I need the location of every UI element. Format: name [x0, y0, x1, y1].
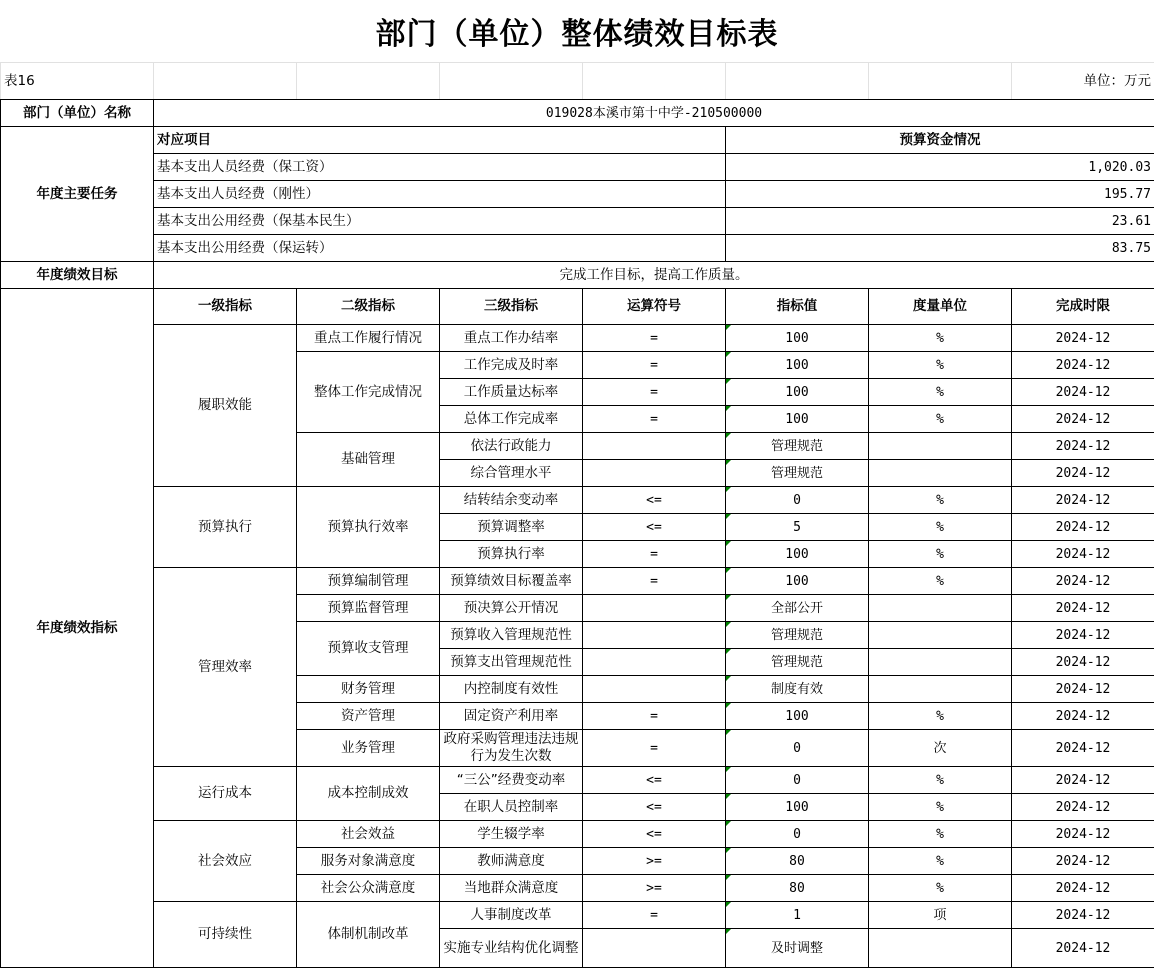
task-item: 基本支出人员经费（保工资） [154, 154, 726, 181]
operator [583, 622, 726, 649]
deadline: 2024-12 [1012, 325, 1154, 352]
measure-unit: % [869, 767, 1012, 794]
table-row [1, 821, 1154, 848]
deadline: 2024-12 [1012, 929, 1154, 968]
tasks-header-item: 对应项目 [154, 127, 726, 154]
header-level3: 三级指标 [440, 289, 583, 325]
measure-unit: % [869, 794, 1012, 821]
operator: = [583, 541, 726, 568]
deadline: 2024-12 [1012, 568, 1154, 595]
indicator-value: 管理规范 [726, 433, 869, 460]
page-title: 部门（单位）整体绩效目标表 [375, 17, 779, 52]
operator: <= [583, 514, 726, 541]
level2-indicator: 预算执行效率 [297, 487, 440, 568]
level3-indicator: 总体工作完成率 [440, 406, 583, 433]
indicator-value: 5 [726, 514, 869, 541]
measure-unit [869, 676, 1012, 703]
level3-indicator: 内控制度有效性 [440, 676, 583, 703]
measure-unit [869, 929, 1012, 968]
header-level2: 二级指标 [297, 289, 440, 325]
level3-indicator: 预决算公开情况 [440, 595, 583, 622]
level2-indicator: 重点工作履行情况 [297, 325, 440, 352]
operator: = [583, 703, 726, 730]
level2-indicator: 预算收支管理 [297, 622, 440, 676]
deadline: 2024-12 [1012, 848, 1154, 875]
level1-indicator: 履职效能 [154, 325, 297, 487]
operator: = [583, 730, 726, 767]
operator: = [583, 568, 726, 595]
deadline: 2024-12 [1012, 406, 1154, 433]
indicator-value: 100 [726, 794, 869, 821]
indicator-value: 管理规范 [726, 460, 869, 487]
measure-unit [869, 433, 1012, 460]
level3-indicator: 预算支出管理规范性 [440, 649, 583, 676]
measure-unit: % [869, 352, 1012, 379]
indicator-value: 100 [726, 325, 869, 352]
operator: <= [583, 821, 726, 848]
table-row [1, 325, 1154, 352]
measure-unit: 项 [869, 902, 1012, 929]
measure-unit: % [869, 703, 1012, 730]
measure-unit [869, 460, 1012, 487]
indicator-value: 100 [726, 406, 869, 433]
level3-indicator: 结转结余变动率 [440, 487, 583, 514]
deadline: 2024-12 [1012, 487, 1154, 514]
operator: = [583, 325, 726, 352]
indicator-value: 100 [726, 541, 869, 568]
level3-indicator: 学生辍学率 [440, 821, 583, 848]
measure-unit: % [869, 514, 1012, 541]
measure-unit [869, 622, 1012, 649]
deadline: 2024-12 [1012, 875, 1154, 902]
indicators-label: 年度绩效指标 [1, 289, 154, 968]
indicator-value: 制度有效 [726, 676, 869, 703]
level2-indicator: 社会公众满意度 [297, 875, 440, 902]
measure-unit: 次 [869, 730, 1012, 767]
tasks-label: 年度主要任务 [1, 127, 154, 262]
level3-indicator: 人事制度改革 [440, 902, 583, 929]
indicator-value: 80 [726, 848, 869, 875]
level3-indicator: 工作质量达标率 [440, 379, 583, 406]
performance-table [0, 62, 1154, 968]
task-item: 基本支出公用经费（保运转） [154, 235, 726, 262]
operator: >= [583, 848, 726, 875]
header-deadline: 完成时限 [1012, 289, 1154, 325]
indicator-value: 80 [726, 875, 869, 902]
deadline: 2024-12 [1012, 703, 1154, 730]
table-row [1, 767, 1154, 794]
measure-unit: % [869, 325, 1012, 352]
indicator-value: 100 [726, 352, 869, 379]
measure-unit: % [869, 379, 1012, 406]
measure-unit: % [869, 541, 1012, 568]
task-amount: 195.77 [726, 181, 1154, 208]
goal-text: 完成工作目标，提高工作质量。 [154, 262, 1154, 289]
level2-indicator: 服务对象满意度 [297, 848, 440, 875]
header-value: 指标值 [726, 289, 869, 325]
level1-indicator: 可持续性 [154, 902, 297, 968]
operator [583, 929, 726, 968]
indicator-value: 1 [726, 902, 869, 929]
deadline: 2024-12 [1012, 460, 1154, 487]
task-item: 基本支出公用经费（保基本民生） [154, 208, 726, 235]
deadline: 2024-12 [1012, 676, 1154, 703]
level2-indicator: 业务管理 [297, 730, 440, 767]
measure-unit: % [869, 821, 1012, 848]
table-row [1, 487, 1154, 514]
level1-indicator: 社会效应 [154, 821, 297, 902]
level3-indicator: 预算执行率 [440, 541, 583, 568]
operator: = [583, 406, 726, 433]
level3-indicator: 工作完成及时率 [440, 352, 583, 379]
level2-indicator: 体制机制改革 [297, 902, 440, 968]
level2-indicator: 财务管理 [297, 676, 440, 703]
indicator-value: 100 [726, 703, 869, 730]
operator [583, 433, 726, 460]
header-operator: 运算符号 [583, 289, 726, 325]
header-level1: 一级指标 [154, 289, 297, 325]
operator: = [583, 902, 726, 929]
deadline: 2024-12 [1012, 595, 1154, 622]
operator: = [583, 379, 726, 406]
task-amount: 23.61 [726, 208, 1154, 235]
level3-indicator: 实施专业结构优化调整 [440, 929, 583, 968]
table-number: 表16 [1, 63, 154, 100]
indicator-value: 0 [726, 487, 869, 514]
level3-indicator: 预算调整率 [440, 514, 583, 541]
measure-unit [869, 649, 1012, 676]
indicator-value: 及时调整 [726, 929, 869, 968]
deadline: 2024-12 [1012, 821, 1154, 848]
level1-indicator: 运行成本 [154, 767, 297, 821]
operator: <= [583, 794, 726, 821]
level3-indicator: 综合管理水平 [440, 460, 583, 487]
measure-unit: % [869, 875, 1012, 902]
operator [583, 460, 726, 487]
operator: >= [583, 875, 726, 902]
indicator-value: 0 [726, 821, 869, 848]
level3-indicator: 教师满意度 [440, 848, 583, 875]
indicator-value: 全部公开 [726, 595, 869, 622]
indicator-value: 0 [726, 767, 869, 794]
measure-unit: % [869, 848, 1012, 875]
deadline: 2024-12 [1012, 794, 1154, 821]
level3-indicator: 当地群众满意度 [440, 875, 583, 902]
level3-indicator: 政府采购管理违法违规行为发生次数 [440, 730, 583, 767]
measure-unit [869, 595, 1012, 622]
level3-indicator: 重点工作办结率 [440, 325, 583, 352]
unit-label: 单位：万元 [1012, 63, 1154, 100]
measure-unit: % [869, 568, 1012, 595]
level3-indicator: “三公”经费变动率 [440, 767, 583, 794]
level3-indicator: 预算绩效目标覆盖率 [440, 568, 583, 595]
task-amount: 1,020.03 [726, 154, 1154, 181]
level3-indicator: 在职人员控制率 [440, 794, 583, 821]
level1-indicator: 预算执行 [154, 487, 297, 568]
deadline: 2024-12 [1012, 352, 1154, 379]
deadline: 2024-12 [1012, 379, 1154, 406]
operator [583, 595, 726, 622]
indicator-value: 100 [726, 568, 869, 595]
deadline: 2024-12 [1012, 541, 1154, 568]
operator [583, 649, 726, 676]
operator: = [583, 352, 726, 379]
level3-indicator: 依法行政能力 [440, 433, 583, 460]
indicator-value: 100 [726, 379, 869, 406]
level2-indicator: 成本控制成效 [297, 767, 440, 821]
table-row [1, 568, 1154, 595]
indicator-value: 管理规范 [726, 622, 869, 649]
header-unit: 度量单位 [869, 289, 1012, 325]
deadline: 2024-12 [1012, 730, 1154, 767]
level2-indicator: 整体工作完成情况 [297, 352, 440, 433]
indicator-value: 0 [726, 730, 869, 767]
measure-unit: % [869, 406, 1012, 433]
level2-indicator: 预算监督管理 [297, 595, 440, 622]
task-amount: 83.75 [726, 235, 1154, 262]
level2-indicator: 社会效益 [297, 821, 440, 848]
goal-label: 年度绩效目标 [1, 262, 154, 289]
operator: <= [583, 487, 726, 514]
deadline: 2024-12 [1012, 622, 1154, 649]
level3-indicator: 预算收入管理规范性 [440, 622, 583, 649]
deadline: 2024-12 [1012, 767, 1154, 794]
table-row [1, 902, 1154, 929]
level2-indicator: 资产管理 [297, 703, 440, 730]
deadline: 2024-12 [1012, 514, 1154, 541]
dept-label: 部门（单位）名称 [1, 100, 154, 127]
level1-indicator: 管理效率 [154, 568, 297, 767]
operator: <= [583, 767, 726, 794]
level2-indicator: 基础管理 [297, 433, 440, 487]
measure-unit: % [869, 487, 1012, 514]
task-item: 基本支出人员经费（刚性） [154, 181, 726, 208]
deadline: 2024-12 [1012, 902, 1154, 929]
level2-indicator: 预算编制管理 [297, 568, 440, 595]
dept-name: 019028本溪市第十中学-210500000 [154, 100, 1154, 127]
level3-indicator: 固定资产利用率 [440, 703, 583, 730]
tasks-header-funds: 预算资金情况 [726, 127, 1154, 154]
deadline: 2024-12 [1012, 433, 1154, 460]
operator [583, 676, 726, 703]
deadline: 2024-12 [1012, 649, 1154, 676]
indicator-value: 管理规范 [726, 649, 869, 676]
